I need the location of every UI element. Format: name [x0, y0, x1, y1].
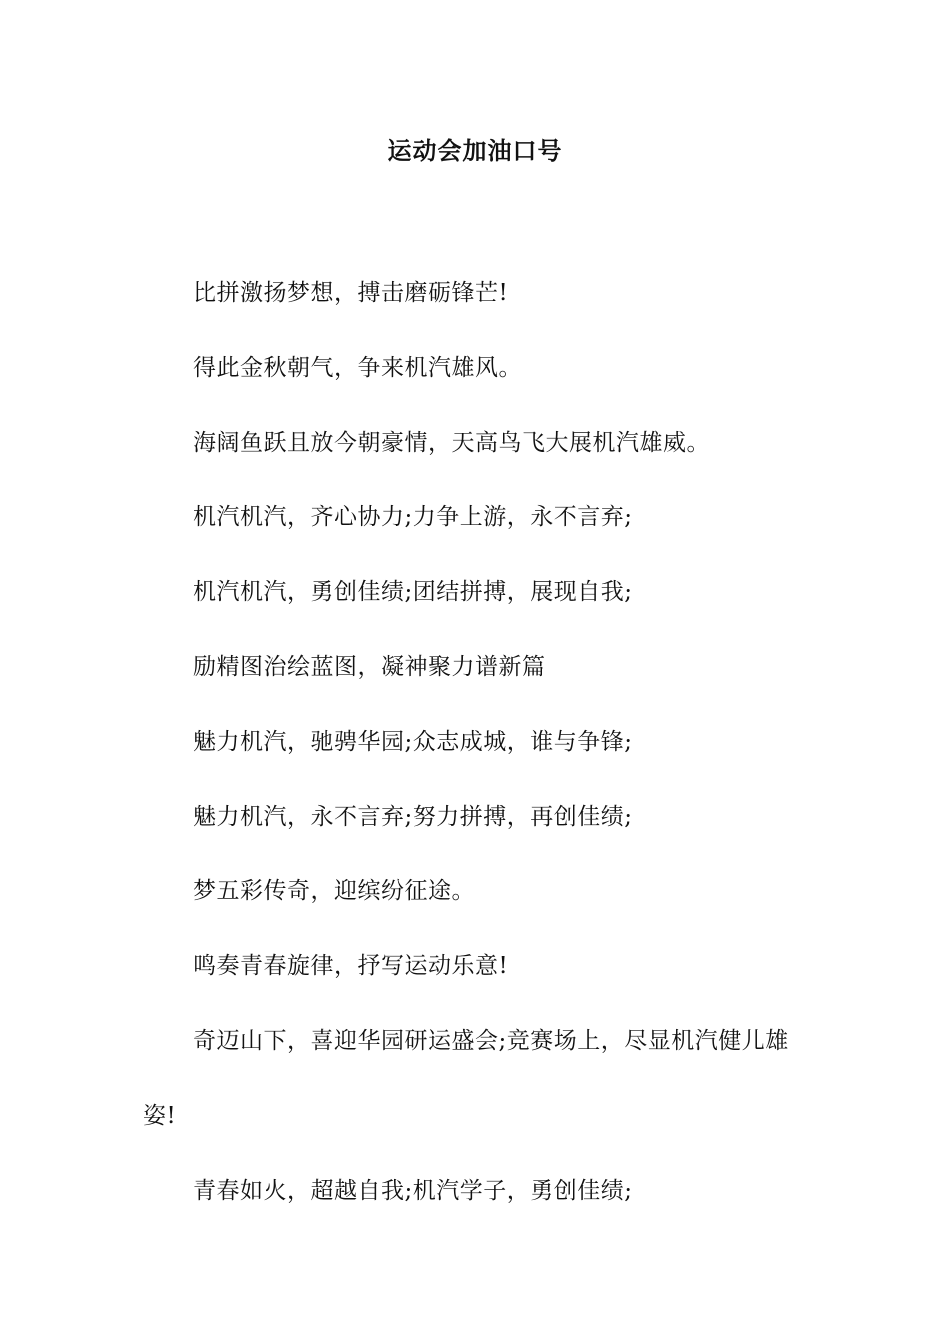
- paragraph: 励精图治绘蓝图，凝神聚力谱新篇: [193, 653, 546, 680]
- paragraph: 得此金秋朝气，争来机汽雄风。: [193, 354, 522, 381]
- paragraph: 魅力机汽，永不言弃;努力拼搏，再创佳绩;: [193, 803, 633, 830]
- paragraph: 机汽机汽，勇创佳绩;团结拼搏，展现自我;: [193, 579, 633, 606]
- paragraph: 青春如火，超越自我;机汽学子，勇创佳绩;: [193, 1177, 633, 1204]
- paragraph: 鸣奏青春旋律，抒写运动乐意!: [193, 953, 509, 980]
- paragraph: 梦五彩传奇，迎缤纷征途。: [193, 878, 475, 905]
- paragraph: 奇迈山下，喜迎华园研运盛会;竞赛场上，尽显机汽健儿雄姿!: [143, 1027, 789, 1129]
- paragraph: 魅力机汽，驰骋华园;众志成城，谁与争锋;: [193, 728, 633, 755]
- paragraph: 机汽机汽，齐心协力;力争上游，永不言弃;: [193, 504, 633, 531]
- document-body: [143, 256, 808, 1228]
- paragraph: 比拼激扬梦想，搏击磨砺锋芒!: [193, 280, 509, 306]
- document-title: 运动会加油口号: [387, 137, 563, 165]
- paragraph: 海阔鱼跃且放今朝豪情，天高鸟飞大展机汽雄威。: [193, 429, 710, 456]
